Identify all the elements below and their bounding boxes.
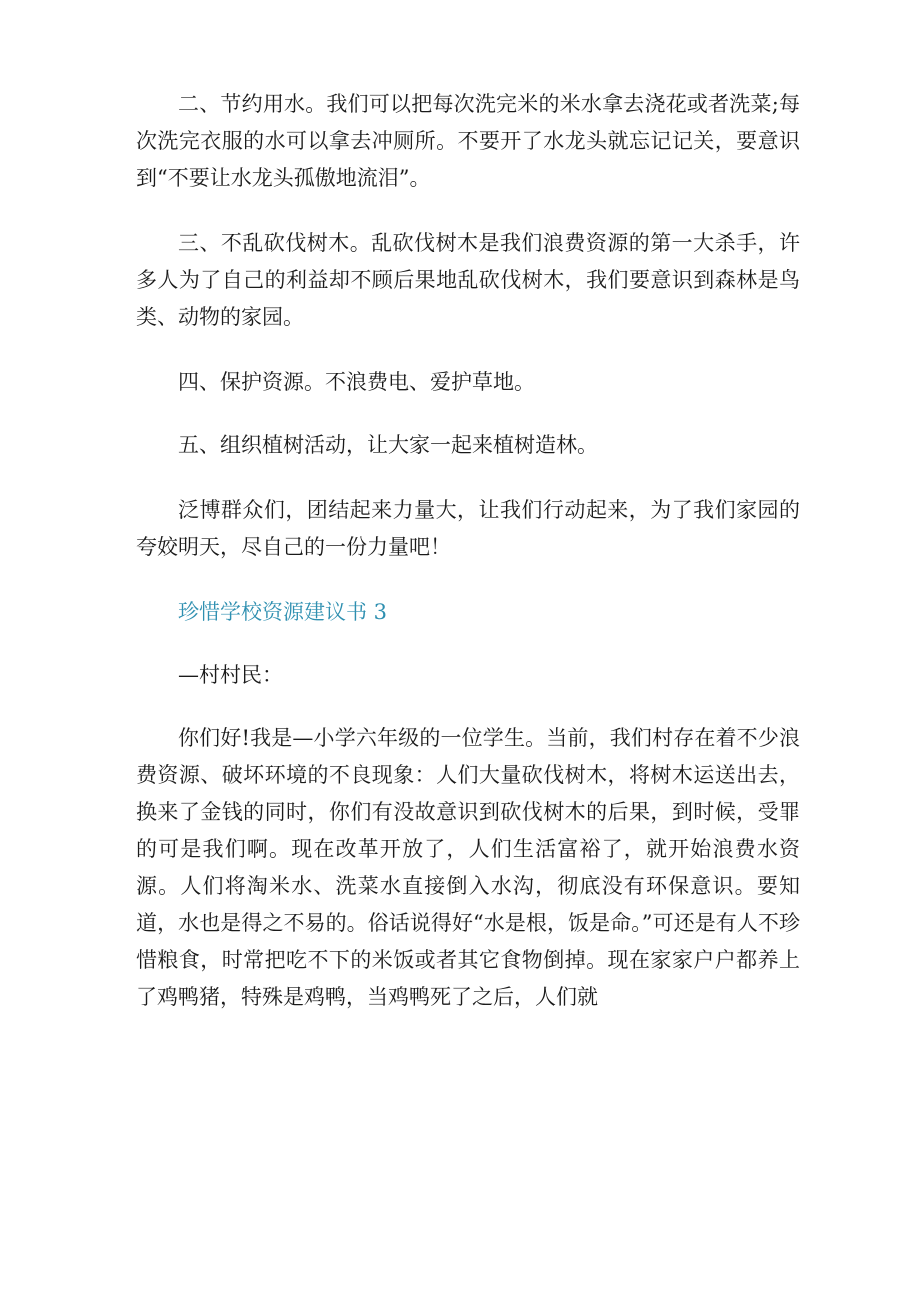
paragraph-no-logging: 三、不乱砍伐树木。乱砍伐树木是我们浪费资源的第一大杀手，许多人为了自己的利益却不顾后果地乱砍伐树木，我们要意识到森林是鸟类、动物的家园。	[136, 231, 800, 329]
paragraph-call-to-action: 泛博群众们，团结起来力量大，让我们行动起来，为了我们家园的夸姣明天，尽自己的一份力量吧！	[136, 498, 800, 559]
paragraph-protect-resources: 四、保护资源。不浪费电、爱护草地。	[178, 370, 535, 394]
paragraph-tree-planting: 五、组织植树活动，让大家一起来植树造林。	[178, 433, 598, 457]
salutation: —村村民：	[178, 663, 283, 687]
section-heading: 珍惜学校资源建议书 3	[178, 600, 388, 624]
document-content	[136, 86, 800, 1044]
paragraph-body-letter: 你们好!我是—小学六年级的一位学生。当前，我们村存在着不少浪费资源、破坏环境的不良现象：人们大量砍伐树木，将树木运送出去，换来了金钱的同时，你们有没故意识到砍伐树木的后果，到时候，受罪的可是我们啊。现在改革开放了，人们生活富裕了，就开始浪费水资源。人们将淘米水、洗菜水直接倒入水沟，彻底没有环保意识。要知道，水也是得之不易的。俗话说得好“水是根，饭是命。”可还是有人不珍惜粮食，时常把吃不下的米饭或者其它食物倒掉。现在家家户户都养上了鸡鸭猪，特殊是鸡鸭，当鸡鸭死了之后，人们就	[136, 726, 800, 1009]
paragraph-save-water: 二、节约用水。我们可以把每次洗完米的米水拿去浇花或者洗菜;每次洗完衣服的水可以拿去冲厕所。不要开了水龙头就忘记记关，要意识到“不要让水龙头孤傲地流泪”。	[136, 92, 800, 190]
